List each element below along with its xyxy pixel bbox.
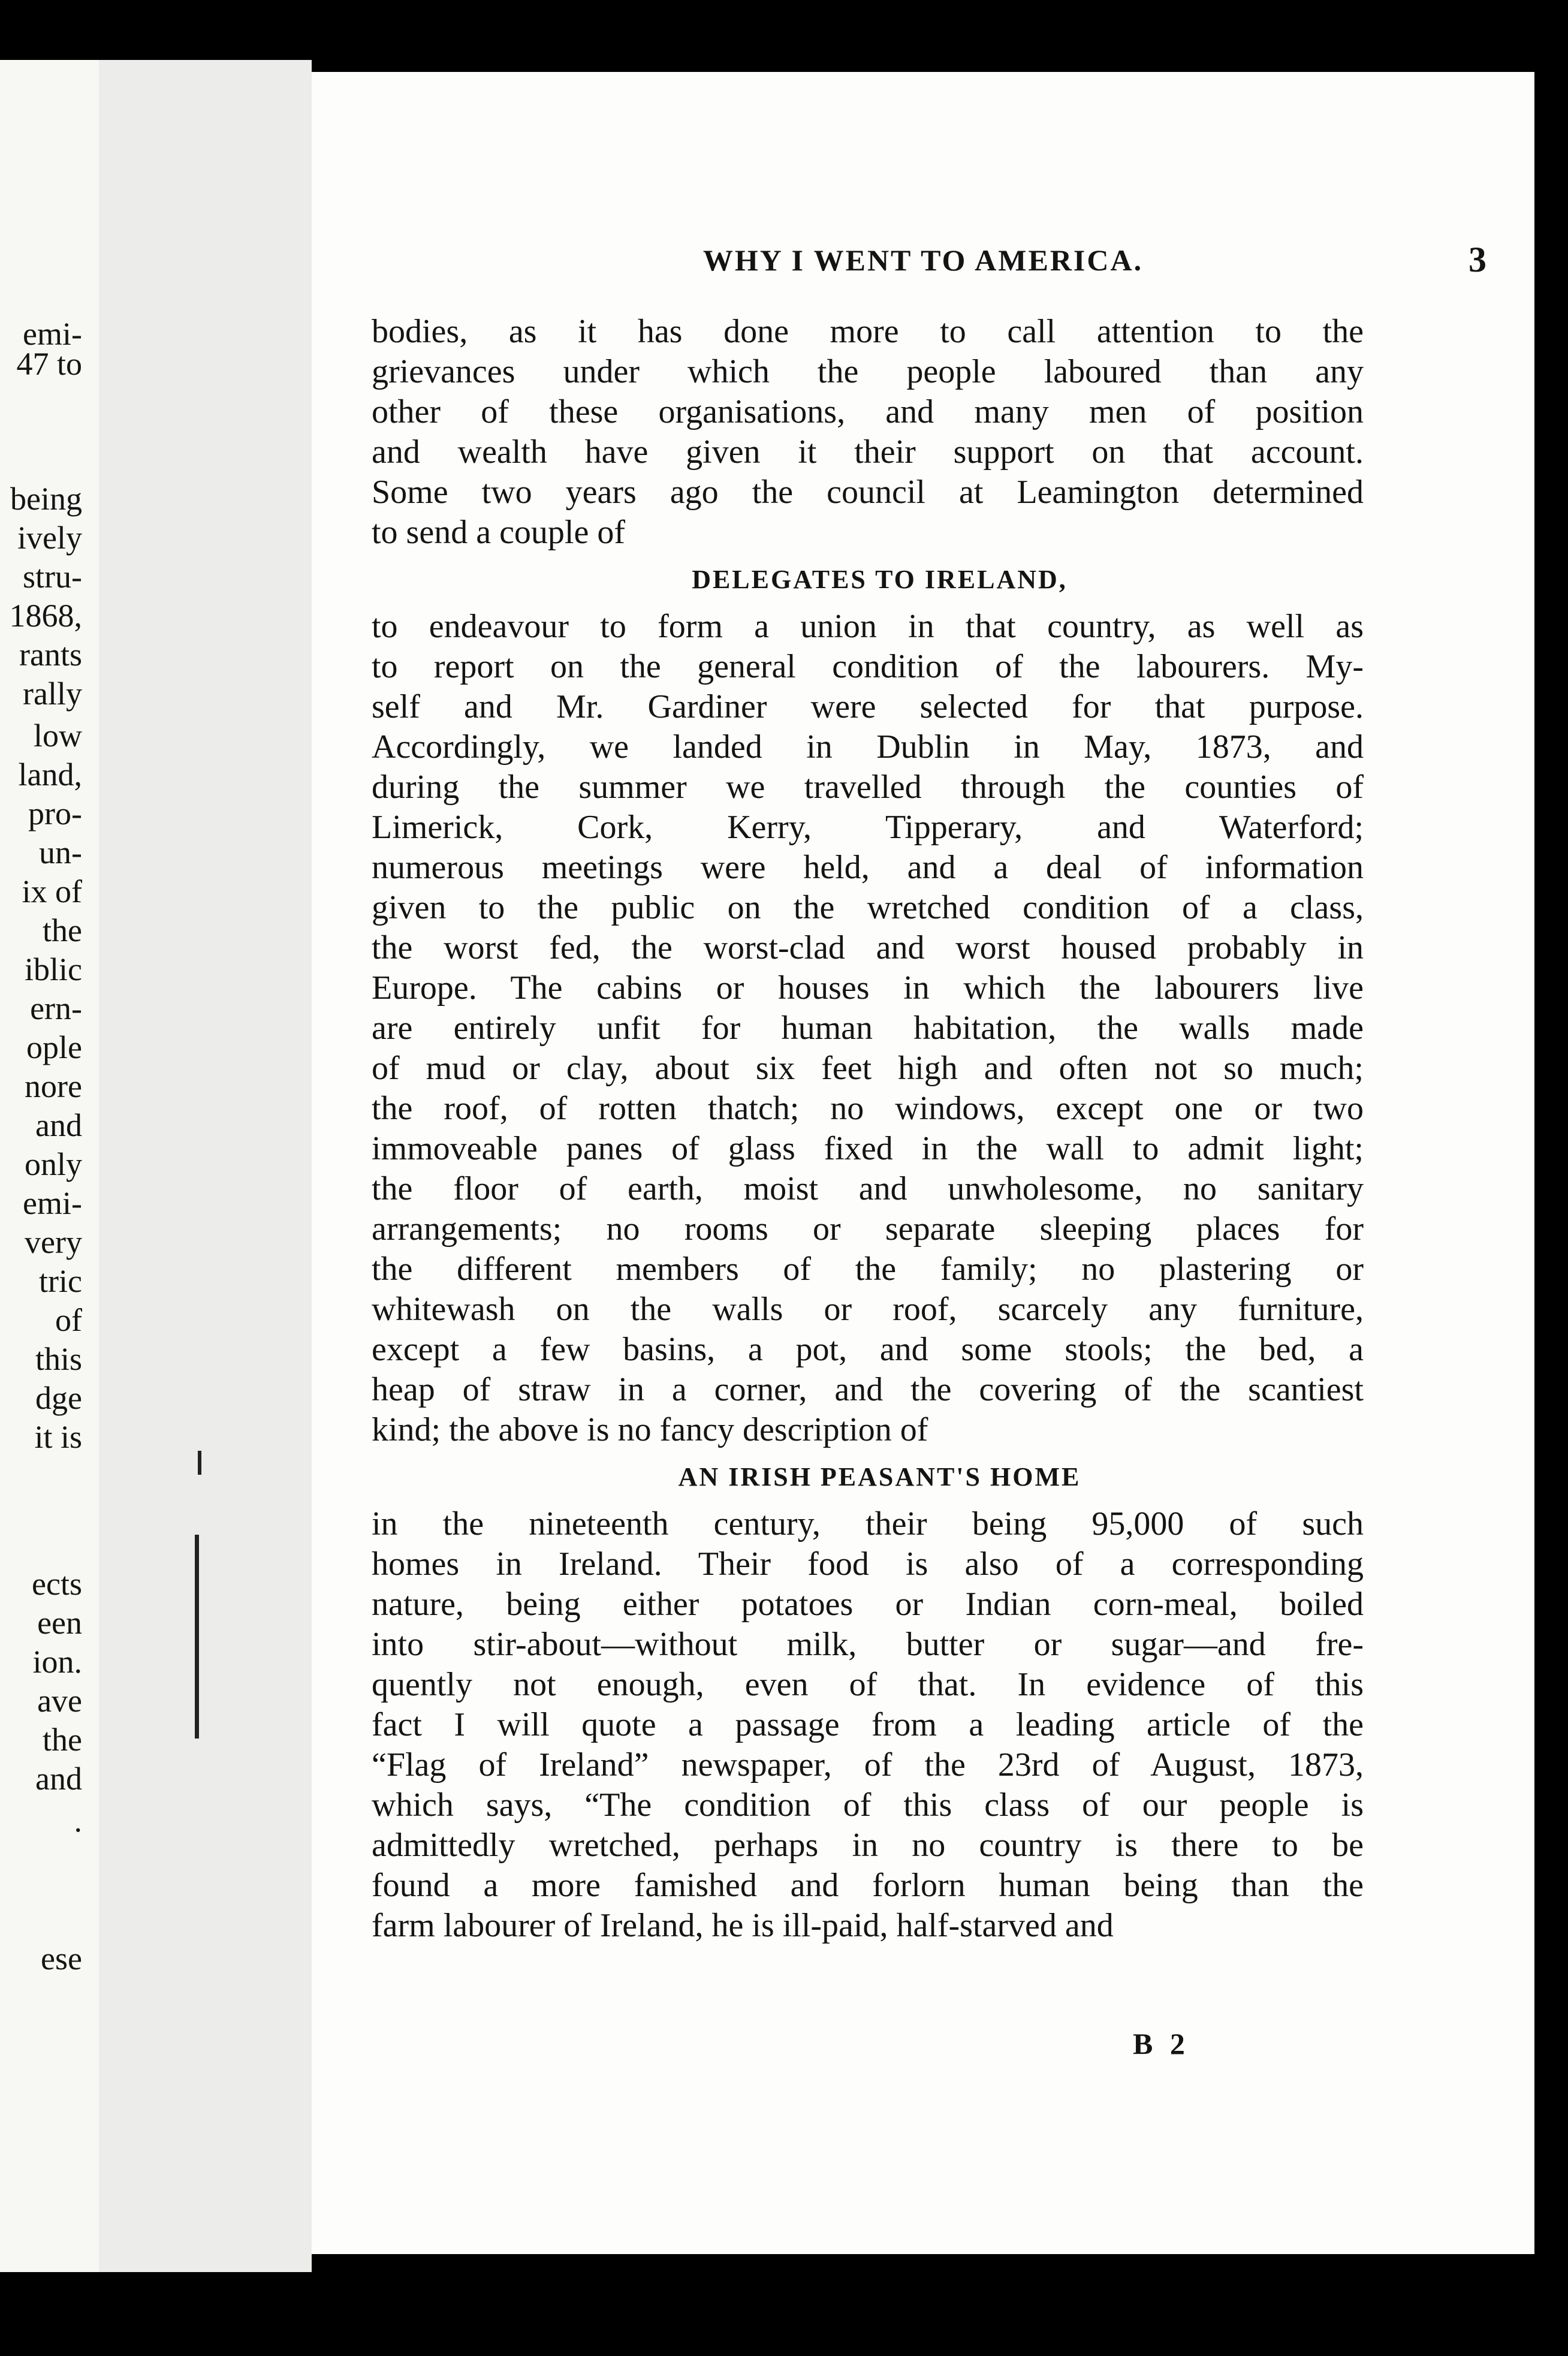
text-line: whitewash on the walls or roof, scarcely any furniture, — [372, 1291, 1364, 1328]
left-page-text-fragments — [0, 60, 99, 2272]
text-line: in the nineteenth century, their being 95,000 of such — [372, 1505, 1364, 1542]
left-page-fragment: ave — [37, 1683, 82, 1719]
section-heading: AN IRISH PEASANT'S HOME — [678, 1462, 1081, 1492]
text-line: Limerick, Cork, Kerry, Tipperary, and Waterford; — [372, 809, 1364, 846]
left-page-fragment: een — [37, 1605, 82, 1641]
left-facing-page — [0, 60, 99, 2272]
left-page-fragment: rally — [23, 676, 82, 712]
text-line: arrangements; no rooms or separate sleeping places for — [372, 1210, 1364, 1248]
left-page-fragment: ion. — [32, 1644, 82, 1680]
page-header — [312, 240, 1534, 291]
paragraph — [372, 312, 1364, 553]
left-page-fragment: ix of — [22, 873, 82, 909]
left-page-fragment: 1868, — [9, 598, 82, 634]
text-line: bodies, as it has done more to call attention to the — [372, 313, 1364, 350]
left-page-fragment: . — [74, 1803, 82, 1839]
section-heading: DELEGATES TO IRELAND, — [692, 565, 1068, 594]
left-page-fragment: low — [34, 718, 82, 754]
text-line: which says, “The condition of this class of our people is — [372, 1786, 1364, 1824]
text-line: to send a couple of — [372, 514, 625, 551]
left-page-fragment: only — [24, 1146, 82, 1182]
text-line: nature, being either potatoes or Indian corn-meal, boiled — [372, 1586, 1364, 1623]
text-line: the different members of the family; no plastering or — [372, 1251, 1364, 1288]
text-line: fact I will quote a passage from a leading article of the — [372, 1706, 1364, 1743]
gutter-shadow-line — [198, 1451, 201, 1475]
text-line: self and Mr. Gardiner were selected for that purpose. — [372, 688, 1364, 725]
text-line: and wealth have given it their support on that account. — [372, 433, 1364, 471]
text-line: other of these organisations, and many men of position — [372, 393, 1364, 430]
left-page-fragment: pro- — [28, 796, 82, 831]
left-page-fragment: dge — [35, 1380, 82, 1416]
left-page-fragment: and — [35, 1107, 82, 1143]
text-line: the floor of earth, moist and unwholesome, no sanitary — [372, 1170, 1364, 1207]
left-page-fragment: very — [25, 1224, 82, 1260]
body-text — [372, 312, 1364, 1946]
left-page-fragment: and — [35, 1761, 82, 1797]
text-line: numerous meetings were held, and a deal of information — [372, 849, 1364, 886]
text-line: the roof, of rotten thatch; no windows, except one or two — [372, 1090, 1364, 1127]
left-page-fragment: ese — [41, 1941, 82, 1977]
text-line: quently not enough, even of that. In evidence of this — [372, 1666, 1364, 1703]
text-line: Europe. The cabins or houses in which the labourers live — [372, 969, 1364, 1007]
left-page-fragment: this — [35, 1341, 82, 1377]
book-page — [312, 72, 1534, 2254]
text-line: Some two years ago the council at Leamington determined — [372, 474, 1364, 511]
left-page-fragment: ern- — [30, 990, 82, 1026]
text-line: into stir-about—without milk, butter or sugar—and fre- — [372, 1626, 1364, 1663]
text-line: heap of straw in a corner, and the covering of the scantiest — [372, 1371, 1364, 1408]
left-page-fragment: the — [43, 912, 82, 948]
page-number: 3 — [1469, 240, 1486, 279]
text-line: during the summer we travelled through the counties of — [372, 769, 1364, 806]
text-line: to report on the general condition of the labourers. My- — [372, 648, 1364, 685]
text-line: immoveable panes of glass fixed in the wall to admit light; — [372, 1130, 1364, 1167]
text-line: grievances under which the people laboured than any — [372, 353, 1364, 390]
text-line: Accordingly, we landed in Dublin in May, 1873, and — [372, 728, 1364, 766]
left-page-fragment: emi- — [23, 316, 82, 352]
text-line: homes in Ireland. Their food is also of a corresponding — [372, 1545, 1364, 1583]
text-line: the worst fed, the worst-clad and worst housed probably in — [372, 929, 1364, 966]
paragraph — [372, 607, 1364, 1450]
left-page-fragment: nore — [25, 1068, 82, 1104]
text-line: of mud or clay, about six feet high and often not so much; — [372, 1050, 1364, 1087]
text-line: to endeavour to form a union in that country, as well as — [372, 608, 1364, 645]
left-page-fragment: of — [55, 1302, 82, 1338]
running-head: WHY I WENT TO AMERICA. — [702, 243, 1144, 277]
left-page-fragment: ople — [26, 1029, 82, 1065]
left-page-fragment: land, — [18, 757, 82, 793]
left-page-fragment: emi- — [23, 1185, 82, 1221]
text-line: found a more famished and forlorn human being than the — [372, 1867, 1364, 1904]
gutter-shadow-line — [195, 1535, 199, 1739]
text-line: are entirely unfit for human habitation, the walls made — [372, 1010, 1364, 1047]
left-page-fragment: being — [10, 481, 82, 517]
left-page-fragment: ively — [17, 520, 82, 556]
book-gutter — [99, 60, 312, 2272]
left-page-fragment: iblic — [25, 951, 82, 987]
left-page-fragment: ects — [32, 1566, 82, 1602]
text-line: admittedly wretched, perhaps in no country is there to be — [372, 1827, 1364, 1864]
left-page-fragment: rants — [19, 637, 82, 673]
text-line: “Flag of Ireland” newspaper, of the 23rd of August, 1873, — [372, 1746, 1364, 1783]
left-page-fragment: 47 to — [16, 346, 82, 382]
left-page-fragment: stru- — [23, 559, 82, 595]
text-line: kind; the above is no fancy description of — [372, 1411, 928, 1448]
text-line: farm labourer of Ireland, he is ill-paid, half-starved and — [372, 1907, 1114, 1944]
signature-mark: B 2 — [1133, 2027, 1190, 2060]
paragraph — [372, 1504, 1364, 1946]
text-line: given to the public on the wretched condition of a class, — [372, 889, 1364, 926]
text-line: except a few basins, a pot, and some stools; the bed, a — [372, 1331, 1364, 1368]
left-page-fragment: un- — [39, 834, 82, 870]
left-page-fragment: tric — [39, 1263, 82, 1299]
left-page-fragment: it is — [34, 1419, 82, 1455]
left-page-fragment: the — [43, 1722, 82, 1758]
